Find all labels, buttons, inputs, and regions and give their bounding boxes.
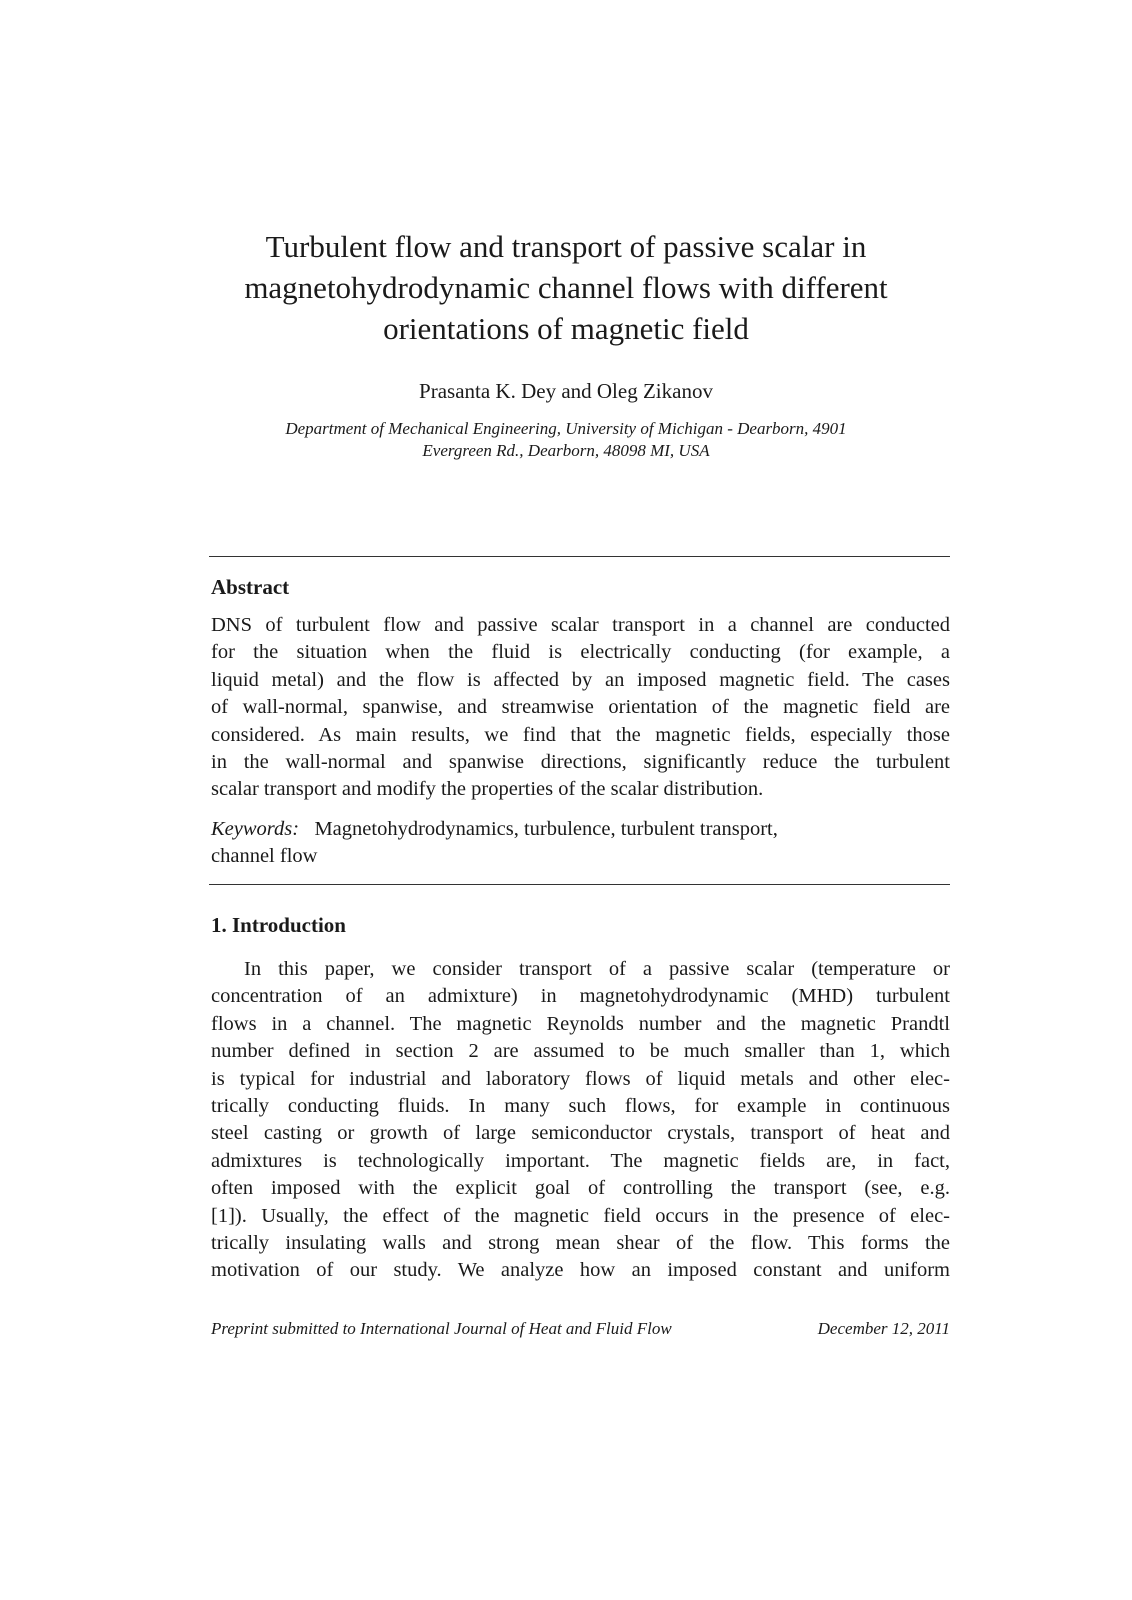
introduction-line: often imposed with the explicit goal of controlling the transport (see, e.g. (211, 1177, 950, 1200)
introduction-line: concentration of an admixture) in magnetohydrodynamic (MHD) turbulent (211, 985, 950, 1008)
introduction-line: trically insulating walls and strong mean shear of the flow. This forms the (211, 1232, 950, 1255)
keywords-line (211, 816, 950, 843)
title-line: magnetohydrodynamic channel flows with different (244, 270, 888, 305)
title-line: orientations of magnetic field (383, 311, 749, 346)
keywords-line: channel flow (211, 845, 318, 867)
section-heading-introduction: 1. Introduction (211, 913, 346, 937)
keywords-text: Magnetohydrodynamics, turbulence, turbulent transport, (314, 818, 778, 840)
affiliation-line: Evergreen Rd., Dearborn, 48098 MI, USA (422, 441, 710, 460)
introduction-line: [1]). Usually, the effect of the magnetic field occurs in the presence of elec- (211, 1204, 950, 1227)
title-line: Turbulent flow and transport of passive scalar in (265, 229, 867, 264)
abstract-line: of wall-normal, spanwise, and streamwise orientation of the magnetic field are (211, 696, 950, 719)
introduction-line: flows in a channel. The magnetic Reynolds number and the magnetic Prandtl (211, 1012, 950, 1035)
abstract-top-rule (209, 556, 950, 557)
introduction-line: motivation of our study. We analyze how an imposed constant and uniform (211, 1259, 950, 1282)
abstract-line: in the wall-normal and spanwise directions, significantly reduce the turbulent (211, 751, 950, 774)
introduction-line: In this paper, we consider transport of a passive scalar (temperature or (244, 958, 950, 980)
introduction-line: is typical for industrial and laboratory flows of liquid metals and other elec- (211, 1067, 950, 1090)
introduction-line: trically conducting fluids. In many such flows, for example in continuous (211, 1095, 950, 1118)
keywords (211, 816, 950, 870)
preprint-footer (211, 1318, 950, 1340)
abstract-line: considered. As main results, we find that the magnetic fields, especially those (211, 723, 950, 746)
introduction-line: steel casting or growth of large semiconductor crystals, transport of heat and (211, 1122, 950, 1145)
footer-journal: Preprint submitted to International Journal of Heat and Fluid Flow (211, 1319, 672, 1338)
abstract-bottom-rule (209, 884, 950, 885)
abstract-line: scalar transport and modify the properties of the scalar distribution. (211, 778, 764, 801)
introduction-body (211, 956, 950, 1285)
introduction-line: number defined in section 2 are assumed to be much smaller than 1, which (211, 1040, 950, 1063)
affiliation (200, 418, 932, 462)
introduction-line: admixtures is technologically important. The magnetic fields are, in fact, (211, 1149, 950, 1172)
affiliation-line: Department of Mechanical Engineering, University of Michigan - Dearborn, 4901 (285, 419, 847, 438)
paper-title (200, 226, 932, 349)
authors: Prasanta K. Dey and Oleg Zikanov (419, 379, 713, 403)
abstract-body (211, 612, 950, 804)
abstract-line: for the situation when the fluid is electrically conducting (for example, a (211, 641, 950, 664)
abstract-line: DNS of turbulent flow and passive scalar transport in a channel are conducted (211, 614, 950, 636)
abstract-heading: Abstract (211, 575, 290, 599)
abstract-line: liquid metal) and the flow is affected by an imposed magnetic field. The cases (211, 668, 950, 691)
footer-date: December 12, 2011 (817, 1319, 950, 1338)
keywords-label: Keywords: (211, 818, 300, 840)
